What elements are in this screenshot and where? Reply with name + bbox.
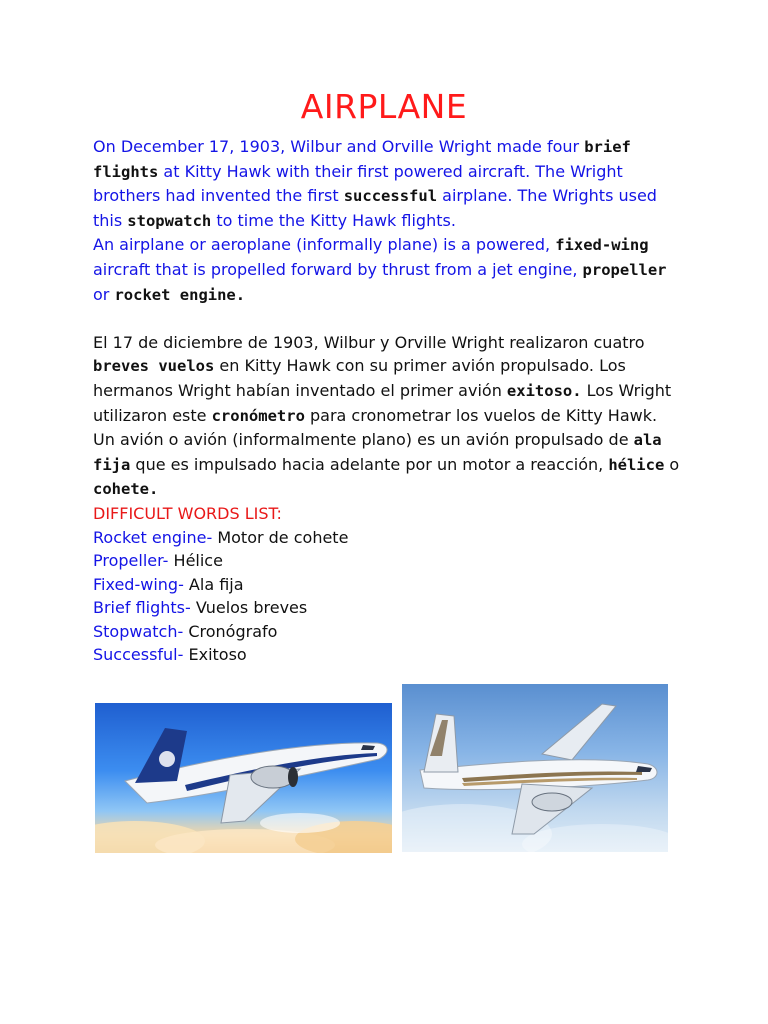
text-run: On December 17, 1903, Wilbur and Orville Wright made four (93, 137, 585, 156)
business-jet-illustration (402, 684, 668, 852)
list-item (93, 596, 683, 620)
key-term-fixed-wing: fixed-wing (555, 236, 649, 255)
text-run: para cronometrar los vuelos de Kitty Hawk. (304, 405, 658, 425)
word-spanish: Vuelos breves (190, 598, 308, 618)
list-item (93, 643, 683, 667)
page-title: AIRPLANE (300, 87, 468, 126)
text-run: Un avión o avión (informalmente plano) es un avión propulsado de (93, 430, 634, 450)
key-term-helice: hélice (608, 455, 665, 474)
airliner-photo-right (402, 684, 668, 852)
difficult-words-heading: DIFFICULT WORDS LIST: (93, 503, 282, 523)
spanish-paragraph-1 (93, 331, 683, 428)
english-paragraph-1 (93, 135, 683, 233)
list-item (93, 526, 683, 550)
word-spanish: Motor de cohete (212, 527, 349, 547)
paragraph-gap (93, 307, 683, 331)
key-term-stopwatch: stopwatch (127, 211, 212, 230)
text-run: en Kitty Hawk con su primer avión propulsado. Los hermanos Wright habían inventado el primer avión (93, 356, 626, 400)
key-term-propeller: propeller (582, 260, 667, 279)
text-run: An airplane or aeroplane (informally plane) is a powered, (93, 235, 556, 255)
airliner-photo-left (95, 703, 392, 853)
text-run: airplane. The Wrights used this (93, 186, 657, 230)
text-run: o (664, 454, 680, 474)
list-item (93, 573, 683, 597)
text-run: que es impulsado hacia adelante por un motor a reacción, (130, 454, 609, 474)
word-spanish: Cronógrafo (183, 621, 278, 641)
key-term-exitoso: exitoso. (506, 381, 582, 400)
key-term-rocket-engine: rocket engine (114, 285, 236, 304)
word-english: Brief flights- (93, 598, 191, 618)
text-run: . (149, 480, 159, 499)
word-english: Propeller- (93, 551, 169, 571)
word-spanish: Ala fija (183, 574, 244, 594)
text-run: at Kitty Hawk with their first powered aircraft. The Wright brothers had invented the first (93, 161, 623, 206)
text-run: El 17 de diciembre de 1903, Wilbur y Orville Wright realizaron cuatro (93, 332, 645, 352)
difficult-words-list (93, 526, 683, 668)
list-item (93, 620, 683, 644)
word-english: Rocket engine- (93, 527, 213, 547)
key-term-ala-fija: ala fija (93, 431, 662, 474)
text-run: or (93, 284, 115, 304)
english-paragraph-2 (93, 233, 683, 307)
key-term-brief-flights: brief flights (93, 138, 631, 181)
list-item (93, 549, 683, 573)
document-body (93, 135, 683, 667)
spanish-paragraph-2 (93, 428, 683, 502)
key-term-breves-vuelos: breves vuelos (93, 357, 215, 376)
airliner-illustration (95, 703, 392, 853)
text-run: aircraft that is propelled forward by thrust from a jet engine, (93, 259, 583, 279)
word-spanish: Exitoso (183, 645, 247, 665)
word-english: Fixed-wing- (93, 574, 184, 594)
key-term-cohete: cohete (93, 480, 149, 499)
text-run: to time the Kitty Hawk flights. (211, 210, 456, 230)
key-term-cronometro: cronómetro (211, 406, 305, 425)
key-term-successful: successful (343, 187, 438, 206)
word-english: Successful- (93, 645, 184, 665)
text-run: . (235, 285, 246, 304)
word-spanish: Hélice (168, 551, 223, 571)
text-run: Los Wright utilizaron este (93, 380, 672, 425)
word-english: Stopwatch- (93, 621, 184, 641)
